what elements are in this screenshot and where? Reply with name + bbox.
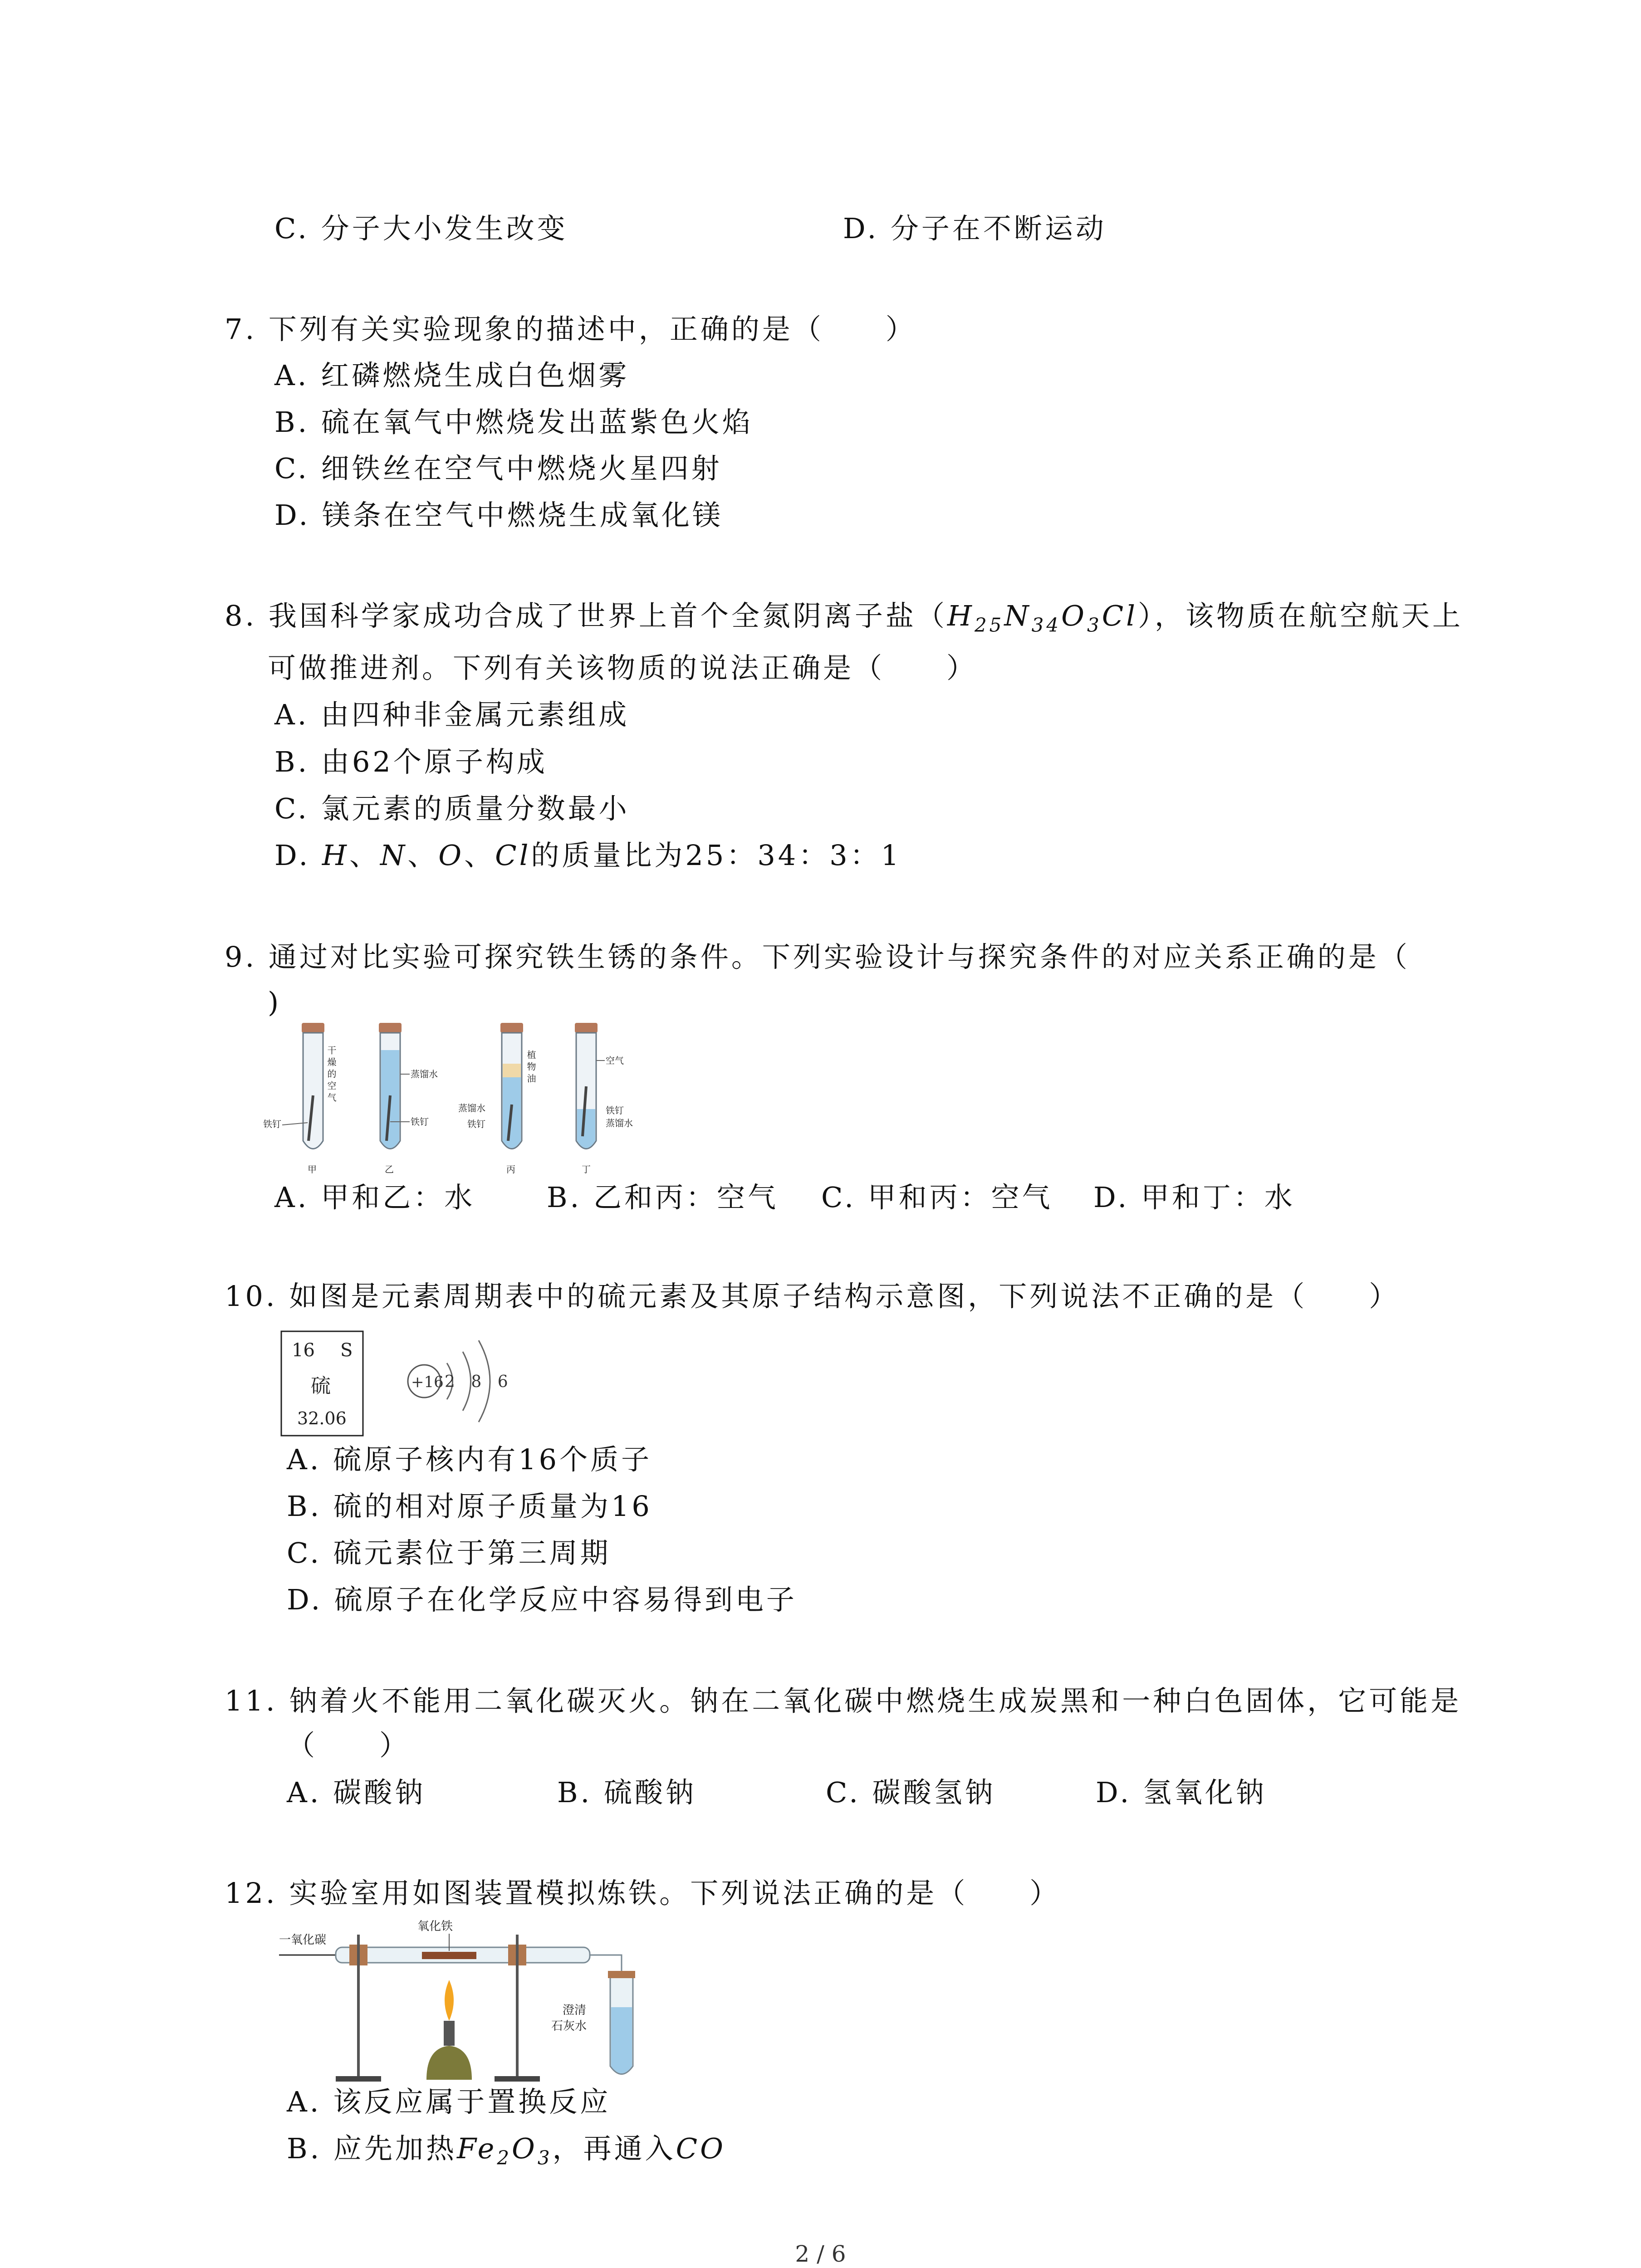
tube1-nail-label: 铁钉 [263,1119,281,1129]
tube4-nail-label: 铁钉 [606,1105,624,1116]
q6-option-c: C. 分子大小发生改变 [274,212,568,245]
q10-option-d: D. 硫原子在化学反应中容易得到电子 [287,1583,797,1616]
tube3-oil-label: 植物油 [525,1050,536,1085]
tube-jia [263,1023,337,1175]
tube2-label: 乙 [385,1164,394,1175]
tube2-nail-label: 铁钉 [411,1116,429,1127]
tube4-air-label: 空气 [606,1055,624,1066]
q7-stem: 7. 下列有关实验现象的描述中，正确的是（ ） [225,313,916,346]
nucleus-charge: +16 [411,1373,444,1391]
tube-bing [458,1023,536,1175]
q8-stem-line1 [225,598,1463,643]
q8-option-d: D. H、N、O、Cl的质量比为25：34：3：1 [274,839,902,872]
tube3-water-label: 蒸馏水 [458,1103,485,1114]
q8-option-b: B. 由62个原子构成 [274,745,548,778]
q9-stem-line1: 9. 通过对比实验可探究铁生锈的条件。下列实验设计与探究条件的对应关系正确的是（ [225,940,1410,973]
tube1-label: 甲 [308,1164,317,1175]
q10-option-a: A. 硫原子核内有16个质子 [287,1443,652,1476]
q9-option-c: C. 甲和丙：空气 [821,1181,1053,1214]
q11-stem-line2: （ ） [287,1729,411,1762]
q11-stem-line1: 11. 钠着火不能用二氧化碳灭火。钠在二氧化碳中燃烧生成炭黑和一种白色固体，它可能是 [225,1684,1462,1717]
tube1-text: 干燥的空气 [326,1046,337,1105]
flame-icon [445,1980,454,2021]
tube2-text: 蒸馏水 [411,1069,438,1080]
iron-oxide-label: 氧化铁 [417,1920,453,1933]
q7-option-c: C. 细铁丝在空气中燃烧火星四射 [274,452,722,485]
q8-formula: $H_{25}N_{34}O_3Cl$ [947,599,1138,636]
q9-option-b: B. 乙和丙：空气 [547,1181,779,1214]
q7-option-a: A. 红磷燃烧生成白色烟雾 [274,359,630,392]
q7-option-b: B. 硫在氧气中燃烧发出蓝紫色火焰 [274,406,753,439]
rust-experiment-figure [254,1018,662,1182]
tube-ding [575,1023,633,1175]
sulfur-element-figure [279,1329,515,1442]
q12-option-b: B. 应先加热$Fe_2O_3$，再通入CO [287,2132,726,2169]
q8-stem-pre: 8. 我国科学家成功合成了世界上首个全氮阴离子盐（ [225,599,947,632]
q6-option-d: D. 分子在不断运动 [843,212,1107,245]
q11-option-c: C. 碳酸氢钠 [826,1776,996,1809]
co-inlet-label: 一氧化碳 [279,1933,327,1947]
q11-option-a: A. 碳酸钠 [287,1776,426,1809]
limewater-label-1: 澄清 [563,2004,587,2017]
q10-option-c: C. 硫元素位于第三周期 [287,1536,611,1569]
q7-option-d: D. 镁条在空气中燃烧生成氧化镁 [274,499,723,532]
q9-stem-line2: ) [268,986,282,1019]
atomic-number: 16 [292,1340,315,1361]
tube4-label: 丁 [582,1164,591,1175]
q8-option-c: C. 氯元素的质量分数最小 [274,792,630,825]
limewater-label-2: 石灰水 [551,2019,587,2033]
q9-option-a: A. 甲和乙：水 [274,1181,475,1214]
q12-stem: 12. 实验室用如图装置模拟炼铁。下列说法正确的是（ ） [225,1877,1061,1910]
tube3-nail-label: 铁钉 [467,1119,485,1129]
tube4-water-label: 蒸馏水 [606,1118,633,1129]
tube-yi [379,1023,438,1175]
q8-stem-line2: 可做推进剂。下列有关该物质的说法正确是（ ） [268,651,978,684]
q8-stem-post: ），该物质在航空航天上 [1137,599,1463,632]
electron-shells: 2 8 6 [445,1373,514,1391]
element-name: 硫 [311,1374,331,1398]
q9-option-d: D. 甲和丁：水 [1093,1181,1295,1214]
tube3-label: 丙 [506,1164,515,1175]
q11-option-b: B. 硫酸钠 [557,1776,696,1809]
q12-option-a: A. 该反应属于置换反应 [287,2085,611,2118]
q10-stem: 10. 如图是元素周期表中的硫元素及其原子结构示意图，下列说法不正确的是（ ） [225,1280,1400,1313]
page-number: 2 / 6 [795,2241,846,2267]
element-symbol: S [340,1340,353,1361]
iron-oxide-sample [422,1952,476,1959]
atomic-mass: 32.06 [297,1408,347,1428]
atom-structure-diagram [408,1340,514,1422]
alcohol-lamp-icon [426,2046,472,2080]
iron-smelting-apparatus-figure [272,1916,644,2089]
element-card [281,1331,363,1436]
q11-option-d: D. 氢氧化钠 [1096,1776,1267,1809]
q10-option-b: B. 硫的相对原子质量为16 [287,1490,652,1523]
q8-option-a: A. 由四种非金属元素组成 [274,698,630,731]
